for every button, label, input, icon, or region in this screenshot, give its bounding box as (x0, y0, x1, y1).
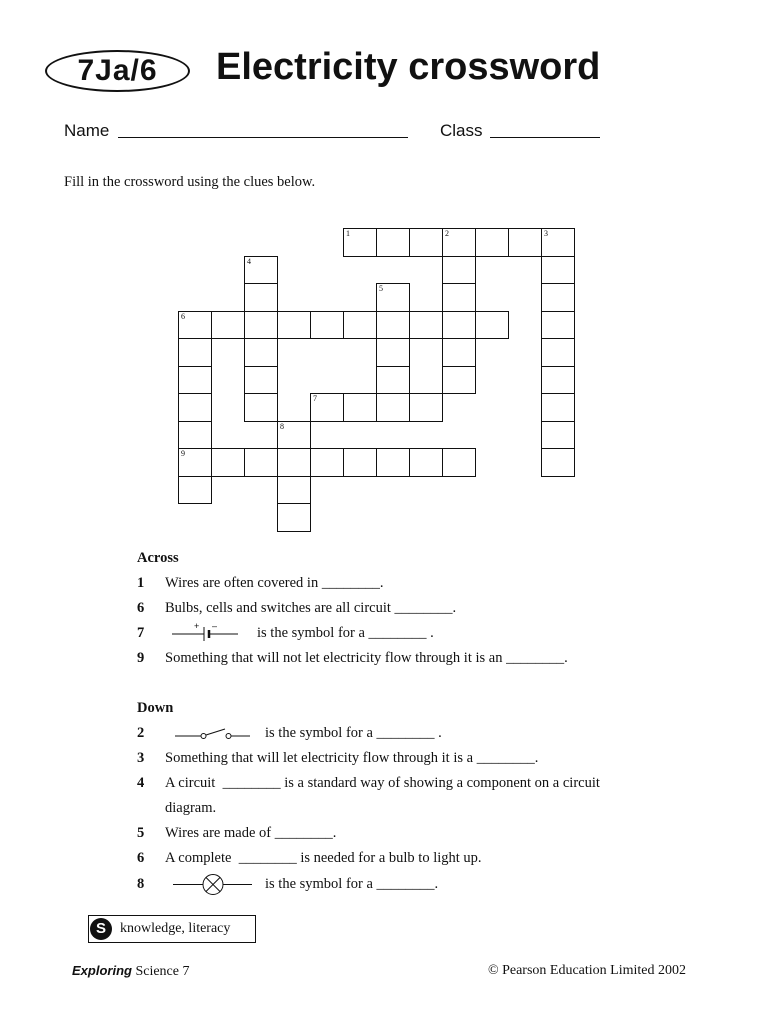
page-title: Electricity crossword (216, 46, 601, 88)
instructions-text: Fill in the crossword using the clues below. (64, 174, 316, 190)
footer-series-name: Science 7 (135, 964, 190, 979)
crossword-cell (277, 448, 311, 477)
clue-down-3 (137, 746, 717, 771)
worksheet-code: 7Ja/6 (77, 54, 158, 87)
crossword-cell-number: 8 (280, 421, 284, 431)
crossword-cell (442, 311, 476, 340)
clue-text: is the symbol for a ________. (265, 875, 439, 892)
down-heading: Down (137, 699, 174, 716)
clue-text: is the symbol for a ________ . (257, 624, 434, 641)
crossword-cell (310, 393, 344, 422)
crossword-cell-number: 2 (445, 229, 449, 238)
crossword-cell (178, 338, 212, 367)
crossword-cell (442, 338, 476, 367)
crossword-cell-number: 4 (247, 256, 251, 266)
name-label: Name (64, 121, 110, 140)
switch-symbol-icon (165, 721, 265, 746)
crossword-cell (244, 448, 278, 477)
clue-text: Wires are made of ________. (165, 825, 337, 842)
crossword-cell (211, 448, 245, 477)
crossword-cell-number: 6 (181, 311, 185, 321)
skills-text: knowledge, literacy (120, 921, 231, 936)
clue-down-5 (137, 821, 717, 846)
crossword-cell (541, 366, 575, 395)
crossword-cell (541, 393, 575, 422)
crossword-cell (244, 283, 278, 312)
crossword-cell (475, 311, 509, 340)
crossword-cell (244, 393, 278, 422)
crossword-cell (244, 338, 278, 367)
clue-down-6 (137, 846, 717, 871)
clue-across-1 (137, 571, 717, 596)
clue-text: Bulbs, cells and switches are all circuit ________. (165, 599, 457, 616)
crossword-cell (409, 228, 443, 257)
crossword-cell (442, 448, 476, 477)
clue-number: 4 (137, 775, 145, 792)
crossword-cell (376, 311, 410, 340)
crossword-cell-number: 1 (346, 229, 350, 238)
footer-brand: Exploring (72, 963, 132, 978)
crossword-cell (178, 311, 212, 340)
crossword-cell (376, 448, 410, 477)
skills-box (88, 915, 256, 943)
crossword-cell (376, 366, 410, 395)
crossword-cell (475, 228, 509, 257)
crossword-cell (310, 311, 344, 340)
clue-text: A complete ________ is needed for a bulb to light up. (165, 850, 482, 867)
footer-copyright: © Pearson Education Limited 2002 (487, 963, 686, 978)
crossword-cell (541, 448, 575, 477)
crossword-cell (376, 283, 410, 312)
crossword-cell (541, 421, 575, 450)
crossword-cell-number: 3 (544, 229, 548, 238)
crossword-cell (409, 448, 443, 477)
clue-text: Something that will not let electricity flow through it is an ________. (165, 649, 568, 666)
crossword-cell (178, 366, 212, 395)
crossword-cell (541, 228, 575, 257)
crossword-cell-number: 5 (379, 284, 383, 293)
clue-across-7 (137, 621, 717, 646)
clue-number: 1 (137, 574, 145, 591)
clue-number: 6 (137, 599, 145, 616)
clue-number: 9 (137, 649, 145, 666)
crossword-cell (409, 393, 443, 422)
crossword-cell (178, 421, 212, 450)
bulb-symbol-icon (165, 872, 265, 897)
clue-number: 3 (137, 750, 145, 767)
crossword-cell (442, 228, 476, 257)
crossword-cell (277, 421, 311, 450)
crossword-cell (442, 256, 476, 285)
positive-terminal-label: + (194, 620, 200, 631)
footer-series (72, 962, 189, 981)
crossword-cell (244, 311, 278, 340)
cell-symbol-icon (165, 621, 257, 646)
crossword-cell (442, 283, 476, 312)
crossword-cell (343, 228, 377, 257)
crossword-cell (541, 338, 575, 367)
across-heading: Across (137, 549, 179, 566)
crossword-cell (211, 311, 245, 340)
crossword-cell (244, 366, 278, 395)
worksheet-code-badge (45, 50, 190, 92)
clue-spacer (137, 671, 717, 696)
clue-text: diagram. (165, 800, 217, 817)
crossword-cell (376, 228, 410, 257)
clue-across-6 (137, 596, 717, 621)
clue-text: is the symbol for a ________ . (265, 725, 442, 742)
clue-text: Something that will let electricity flow through it is a ________. (165, 750, 539, 767)
crossword-cell (541, 311, 575, 340)
clue-number: 5 (137, 825, 145, 842)
clue-across-9 (137, 646, 717, 671)
crossword-cell-number: 9 (181, 449, 185, 458)
crossword-cell-number: 7 (313, 394, 317, 403)
crossword-cell (244, 256, 278, 285)
crossword-cell (343, 448, 377, 477)
clue-down-4 (137, 771, 717, 796)
crossword-cell (541, 283, 575, 312)
crossword-cell (376, 338, 410, 367)
crossword-cell (343, 311, 377, 340)
clue-text: Wires are often covered in ________. (165, 574, 384, 591)
crossword-cell (376, 393, 410, 422)
crossword-cell (277, 311, 311, 340)
crossword-cell (409, 311, 443, 340)
crossword-cell (178, 393, 212, 422)
crossword-cell (277, 503, 311, 532)
clues-section (137, 546, 717, 897)
crossword-cell (541, 256, 575, 285)
clue-number: 8 (137, 875, 145, 892)
clue-down-8 (137, 872, 717, 897)
class-label: Class (440, 121, 483, 140)
crossword-cell (343, 393, 377, 422)
crossword-grid (178, 228, 575, 532)
crossword-cell (508, 228, 542, 257)
name-blank-line (118, 137, 408, 138)
clue-number: 6 (137, 850, 145, 867)
crossword-cell (178, 448, 212, 477)
clue-down-4-continuation (137, 796, 717, 821)
crossword-cell (442, 366, 476, 395)
clue-down-2 (137, 721, 717, 746)
clue-number: 7 (137, 624, 145, 641)
crossword-cell (178, 476, 212, 505)
class-blank-line (490, 137, 600, 138)
negative-terminal-label: – (212, 620, 218, 631)
clue-text: A circuit ________ is a standard way of showing a component on a circuit (165, 775, 600, 792)
skills-icon: S (90, 918, 112, 940)
clue-number: 2 (137, 725, 145, 742)
crossword-cell (310, 448, 344, 477)
crossword-cell (277, 476, 311, 505)
